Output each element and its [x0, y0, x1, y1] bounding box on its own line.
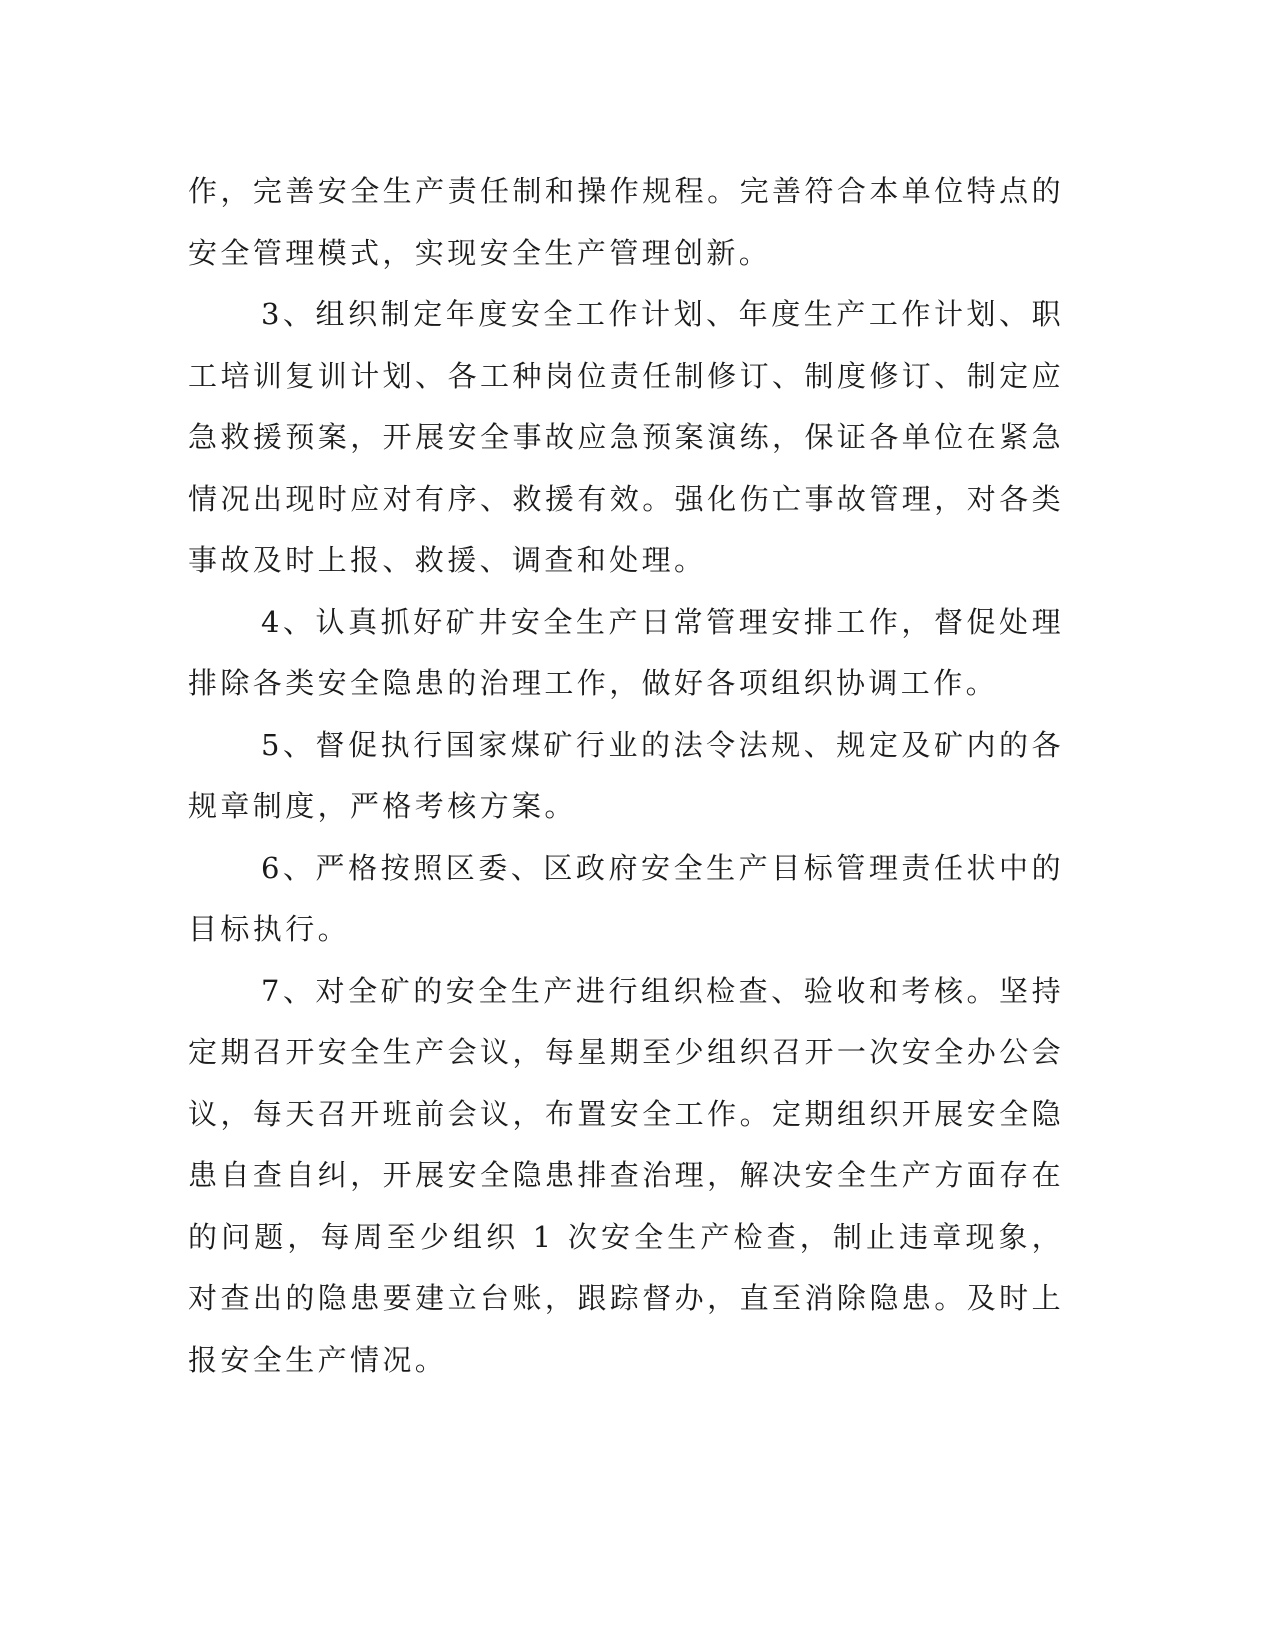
paragraph-item-4: 4、认真抓好矿井安全生产日常管理安排工作，督促处理排除各类安全隐患的治理工作，做好各项组织协调工作。: [188, 604, 1064, 700]
paragraph-item-6: 6、严格按照区委、区政府安全生产目标管理责任状中的目标执行。: [188, 850, 1064, 946]
document-body: [188, 161, 1064, 1391]
paragraph-continuation: 作，完善安全生产责任制和操作规程。完善符合本单位特点的安全管理模式，实现安全生产管理创新。: [188, 174, 1064, 270]
paragraph-item-7: 7、对全矿的安全生产进行组织检查、验收和考核。坚持定期召开安全生产会议，每星期至少组织召开一次安全办公会议，每天召开班前会议，布置安全工作。定期组织开展安全隐患自查自纠，开展安全隐患排查治理，解决安全生产方面存在的问题，每周至少组织 1 次安全生产检查，制止违章现象，对查出的隐患要建立台账，跟踪督办，直至消除隐患。及时上报安全生产情况。: [188, 973, 1064, 1377]
paragraph-item-5: 5、督促执行国家煤矿行业的法令法规、规定及矿内的各规章制度，严格考核方案。: [188, 727, 1064, 823]
paragraph-item-3: 3、组织制定年度安全工作计划、年度生产工作计划、职工培训复训计划、各工种岗位责任制修订、制度修订、制定应急救援预案，开展安全事故应急预案演练，保证各单位在紧急情况出现时应对有序、救援有效。强化伤亡事故管理，对各类事故及时上报、救援、调查和处理。: [188, 297, 1064, 577]
